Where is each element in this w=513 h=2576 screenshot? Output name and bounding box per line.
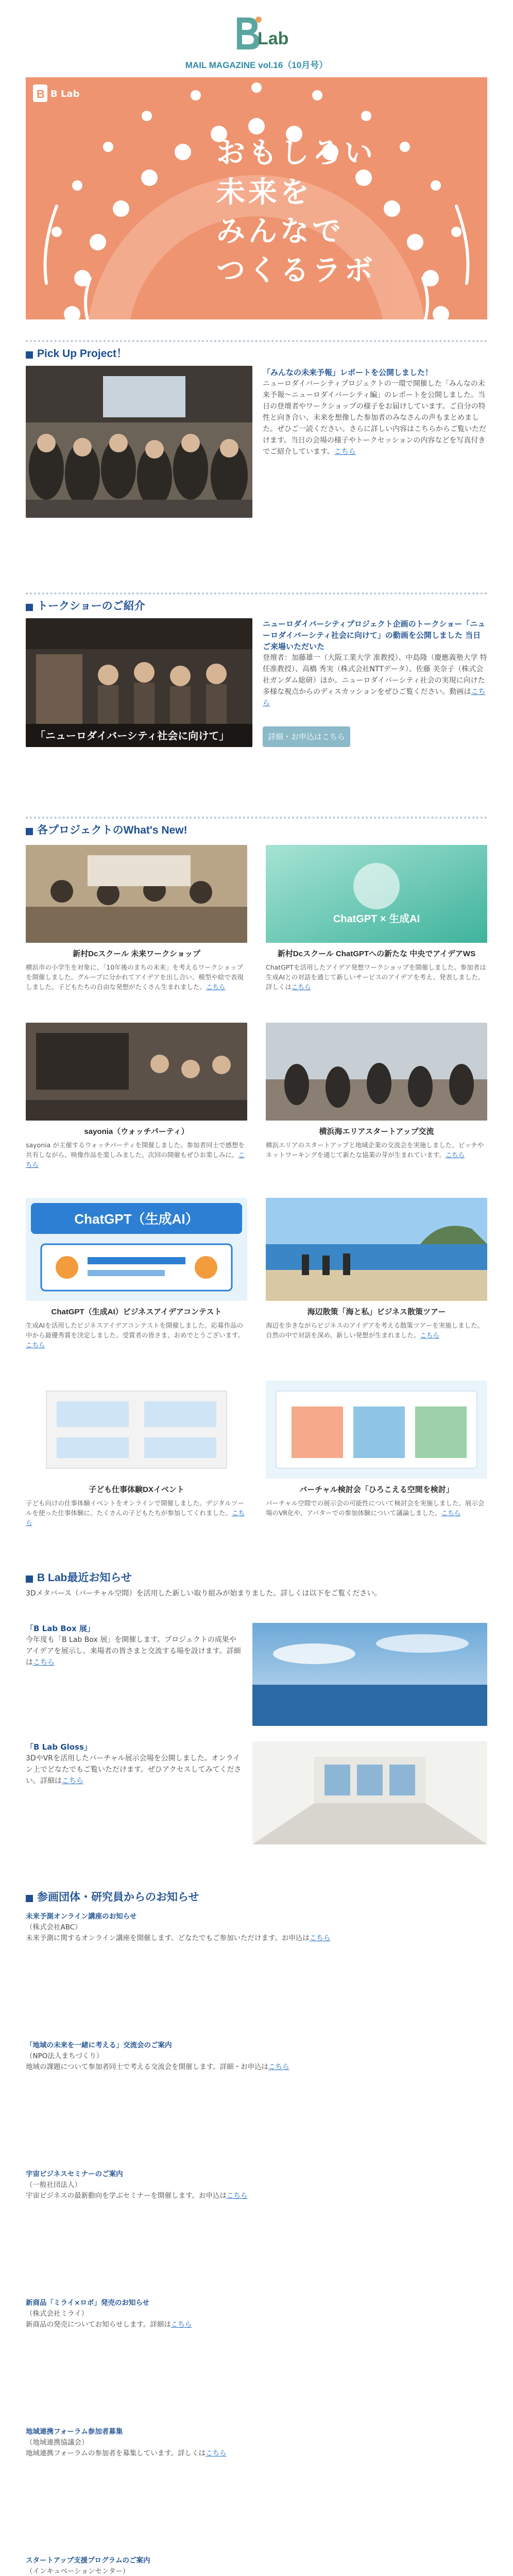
hero-line-1: おもしろい — [216, 137, 376, 170]
project-link-8[interactable]: こちら — [441, 1509, 461, 1517]
square-bullet-icon — [26, 828, 33, 835]
event-org: （NPO法人まちづくり） — [26, 2052, 104, 2060]
talk-link[interactable]: こちら — [263, 688, 486, 707]
project-title-8: バーチャル検討会「ひろこえる空間を検討」 — [299, 1485, 454, 1494]
event-item — [26, 2298, 487, 2330]
talk-photo — [26, 618, 252, 747]
pickup-heading: Pick Up Project！ — [37, 348, 128, 360]
event-title: 宇宙ビジネスセミナーのご案内 — [26, 2170, 123, 2178]
pickup-link[interactable]: こちら — [334, 448, 356, 456]
blab-news-item-1-link[interactable]: こちら — [33, 1658, 55, 1667]
talk-detail-button[interactable]: 詳細・お申込はこちら — [263, 726, 350, 747]
blab-news-item-2-body: 3DやVRを活用したバーチャル展示会場を公開しました。オンライン上でどなたでもご覧いただけます。ぜひアクセスしてみてください。詳細は — [26, 1754, 242, 1785]
project-desc-4 — [266, 1140, 487, 1160]
square-bullet-icon — [26, 604, 33, 611]
project-photo-8-graphic — [266, 1381, 487, 1479]
pickup-section-head — [26, 340, 487, 364]
event-body: 宇宙ビジネスの最新動向を学ぶセミナーを開催します。お申込は — [26, 2192, 227, 2200]
project-link-5[interactable]: こちら — [26, 1341, 45, 1349]
blab-news-section-head — [26, 1566, 487, 1588]
project-link-6[interactable]: こちら — [420, 1331, 440, 1339]
event-body: 未来予測に関するオンライン講座を開催します。どなたでもご参加いただけます。お申込は — [26, 1934, 310, 1942]
hero-badge — [33, 84, 95, 105]
hero-line-2: 未来を — [216, 176, 312, 209]
event-item — [26, 2555, 487, 2576]
event-link[interactable]: こちら — [309, 1934, 331, 1942]
project-photo-3-graphic — [26, 1023, 247, 1121]
blab-news-item-2 — [26, 1741, 242, 1787]
event-org: （地域連携協議会） — [26, 2438, 89, 2447]
project-desc-3 — [26, 1140, 247, 1170]
project-title-4: 横浜海エリアスタートアップ交流 — [319, 1127, 434, 1136]
project-photo-3 — [26, 1023, 247, 1121]
project-photo-2-graphic — [266, 845, 487, 943]
project-photo-5 — [26, 1198, 247, 1301]
project-desc-1 — [26, 962, 247, 992]
project-photo-4 — [266, 1023, 487, 1121]
logo-text: Lab — [258, 29, 289, 48]
project-title-2: 新村Dcスクール ChatGPTへの新たな 中央でアイデアWS — [277, 950, 476, 958]
blab-news-item-1-title: 「B Lab Box 展」 — [26, 1624, 95, 1633]
event-link[interactable]: こちら — [170, 2320, 192, 2329]
pickup-photo-graphic — [26, 366, 252, 518]
project-desc-8 — [266, 1498, 487, 1518]
project-desc-8-text: バーチャル空間での展示会の可能性について検討会を実施しました。展示会場のVR化や、アバターでの参加体験について議論しました。 — [266, 1499, 485, 1517]
talk-heading: トークショーのご紹介 — [37, 600, 145, 612]
project-desc-5 — [26, 1320, 247, 1350]
hero-line-3: みんなで — [216, 215, 344, 248]
project-link-7[interactable]: こちら — [26, 1509, 245, 1527]
project-title-5: ChatGPT（生成AI）ビジネスアイデアコンテスト — [51, 1308, 222, 1316]
pickup-title: 「みんなの未来予報」レポートを公開しました！ — [263, 368, 433, 377]
event-item — [26, 2169, 487, 2201]
hero-line-4: つくるラボ — [216, 254, 376, 287]
square-bullet-icon — [26, 351, 33, 359]
blab-news-photo-2 — [252, 1741, 487, 1844]
pickup-text — [263, 367, 487, 457]
event-item — [26, 2040, 487, 2073]
project-photo-7-graphic — [26, 1381, 247, 1479]
blab-news-item-2-link[interactable]: こちら — [62, 1777, 83, 1785]
talk-text — [263, 618, 487, 709]
talk-body — [263, 652, 487, 709]
project-desc-2-text: ChatGPTを活用したアイデア発想ワークショップを開催しました。参加者は生成AIとの対話を通じて新しいサービスのアイデアを考え、発表しました。詳しくは — [266, 963, 486, 991]
project-title-6: 海辺散策「海と私」ビジネス散策ツアー — [307, 1308, 446, 1316]
project-desc-2 — [266, 962, 487, 992]
masthead-subtitle: MAIL MAGAZINE vol.16（10月号） — [185, 60, 328, 70]
project-desc-1-text: 横浜市の小学生を対象に、「10年後のまちの未来」を考えるワークショップを開催しました。グループに分かれてアイデアを出し合い、模型や絵で表現しました。子どもたちの自由な発想がたくさん生まれました。 — [26, 963, 244, 991]
project-desc-7-text: 子ども向けの仕事体験イベントをオンラインで開催しました。デジタルツールを使った仕事体験に、たくさんの子どもたちが参加してくれました。 — [26, 1499, 244, 1517]
project-photo-2 — [266, 845, 487, 943]
project-link-1[interactable]: こちら — [206, 983, 226, 991]
blab-news-intro: 3Dメタバース（バーチャル空間）を活用した新しい取り組みが始まりました。詳しくは以下をご覧ください。 — [26, 1589, 382, 1598]
project-photo-1 — [26, 845, 247, 943]
event-title: 「地域の未来を一緒に考える」交流会のご案内 — [26, 2041, 172, 2049]
event-title: 地域連携フォーラム参加者募集 — [26, 2428, 123, 2436]
talk-section-head — [26, 592, 487, 616]
event-item — [26, 1911, 487, 1944]
project-title-1: 新村Dcスクール 未来ワークショップ — [73, 950, 200, 958]
event-link[interactable]: こちら — [268, 2063, 289, 2071]
talk-title: ニューロダイバーシティプロジェクト企画のトークショー「ニューロダイバーシティ社会に向けて」の動画を公開しました 当日ご来場いただいた — [263, 619, 486, 651]
event-org: （株式会社ミライ） — [26, 2310, 89, 2318]
pickup-body — [263, 378, 487, 457]
event-body: 地域の課題について参加者同士で考える交流会を開催します。詳細・お申込は — [26, 2063, 269, 2071]
project-photo-8 — [266, 1381, 487, 1479]
project-photo-7 — [26, 1381, 247, 1479]
blab-news-photo-1-graphic — [252, 1623, 487, 1726]
event-title: スタートアップ支援プログラムのご案内 — [26, 2556, 150, 2565]
project-link-4[interactable]: こちら — [445, 1151, 465, 1159]
events-section-head — [26, 1886, 487, 1907]
blab-logo — [224, 15, 289, 52]
project-photo-5-graphic — [26, 1198, 247, 1301]
project-title-3: sayonia（ウォッチパーティ） — [84, 1127, 189, 1136]
project-desc-4-text: 横浜エリアのスタートアップと地域企業の交流会を実施しました。ピッチやネットワーキングを通じて新たな協業の芽が生まれています。 — [266, 1141, 484, 1159]
svg-text:B: B — [37, 88, 45, 100]
svg-text:ChatGPT（生成AI）: ChatGPT（生成AI） — [74, 1211, 199, 1227]
project-desc-6 — [266, 1320, 487, 1340]
project-photo-4-graphic — [266, 1023, 487, 1121]
project-desc-6-text: 海辺を歩きながらビジネスのアイデアを考える散策ツアーを実施しました。自然の中で対話を深め、新しい発想が生まれました。 — [266, 1321, 484, 1339]
square-bullet-icon — [26, 1575, 33, 1583]
talk-photo-caption: 「ニューロダイバーシティ社会に向けて」 — [35, 730, 230, 742]
event-org: （一般社団法人） — [26, 2181, 81, 2189]
square-bullet-icon — [26, 1895, 33, 1902]
blab-news-item-1 — [26, 1623, 242, 1668]
event-org: （株式会社ABC） — [26, 1923, 82, 1931]
event-title: 未来予測オンライン講座のお知らせ — [26, 1912, 137, 1921]
project-photo-6 — [266, 1198, 487, 1301]
event-link[interactable]: こちら — [206, 2449, 227, 2458]
blab-news-heading: B Lab最近お知らせ — [37, 1572, 132, 1584]
blab-news-item-1-body: 今年度も「B Lab Box 展」を開催します。プロジェクトの成果やアイデアを展示し、来場者の皆さまと交流する場を設けます。詳細は — [26, 1636, 241, 1667]
blab-news-photo-2-graphic — [252, 1741, 487, 1844]
project-desc-7 — [26, 1498, 247, 1528]
project-link-2[interactable]: こちら — [292, 983, 311, 991]
event-body: 地域連携フォーラムの参加者を募集しています。詳しくは — [26, 2449, 206, 2458]
event-body: 新商品の発売についてお知らせします。詳細は — [26, 2320, 171, 2329]
project-link-3[interactable]: こちら — [26, 1151, 245, 1168]
event-org: （インキュベーションセンター） — [26, 2567, 130, 2575]
hero-banner — [26, 77, 487, 319]
project-desc-3-text: sayonia が主催するウォッチパーティを開催しました。参加者同士で感想を共有しながら、映像作品を楽しみました。次回の開催もぜひお楽しみに。 — [26, 1141, 245, 1159]
project-photo-1-graphic — [26, 845, 247, 943]
hero-tagline — [216, 134, 376, 291]
blab-news-item-2-title: 「B Lab Gloss」 — [26, 1742, 92, 1752]
pickup-body-text: ニューロダイバーシティプロジェクトの一環で開催した「みんなの未来予報〜ニューロダイバーシティ編」のレポートを公開しました。当日の登壇者やワークショップの様子をお届けしています。ご自分の特性と向き合い、未来を想像した参加者のみなさんの声もまとめました。ぜひご一読ください。さらに詳しい内容はこちらからご覧いただけます。当日の会場の様子やトークセッションの内容などを写真付きでご紹介しています。 — [263, 380, 486, 456]
talk-body-text: 登壇者：加藤雄一（大阪工業大学 准教授）、中島隆（慶應義塾大学 特任准教授）、高橋 秀実（株式会社NTTデータ）、佐藤 美奈子（株式会社ガンダム総研）ほか。ニューロダイバーシティ社会の実現に向けた多様な視点からのディスカッションをぜひご覧ください。動画は — [263, 654, 487, 696]
project-photo-6-graphic — [266, 1198, 487, 1301]
projects-section-head — [26, 817, 487, 840]
project-desc-5-text: 生成AIを活用したビジネスアイデアコンテストを開催しました。応募作品の中から最優秀賞を決定しました。受賞者の皆さま、おめでとうございます。 — [26, 1321, 245, 1339]
masthead — [26, 0, 487, 88]
event-title: 新商品「ミライ×ロボ」発売のお知らせ — [26, 2299, 150, 2307]
hero-badge-text: B Lab — [50, 89, 80, 99]
project-title-7: 子ども仕事体験DXイベント — [89, 1485, 184, 1494]
events-heading: 参画団体・研究員からのお知らせ — [37, 1891, 199, 1903]
event-item — [26, 2427, 487, 2459]
svg-text:ChatGPT × 生成AI: ChatGPT × 生成AI — [333, 913, 420, 925]
projects-heading: 各プロジェクトのWhat's New! — [37, 824, 187, 836]
event-link[interactable]: こちら — [227, 2192, 248, 2200]
pickup-photo — [26, 366, 252, 518]
blab-news-photo-1 — [252, 1623, 487, 1726]
